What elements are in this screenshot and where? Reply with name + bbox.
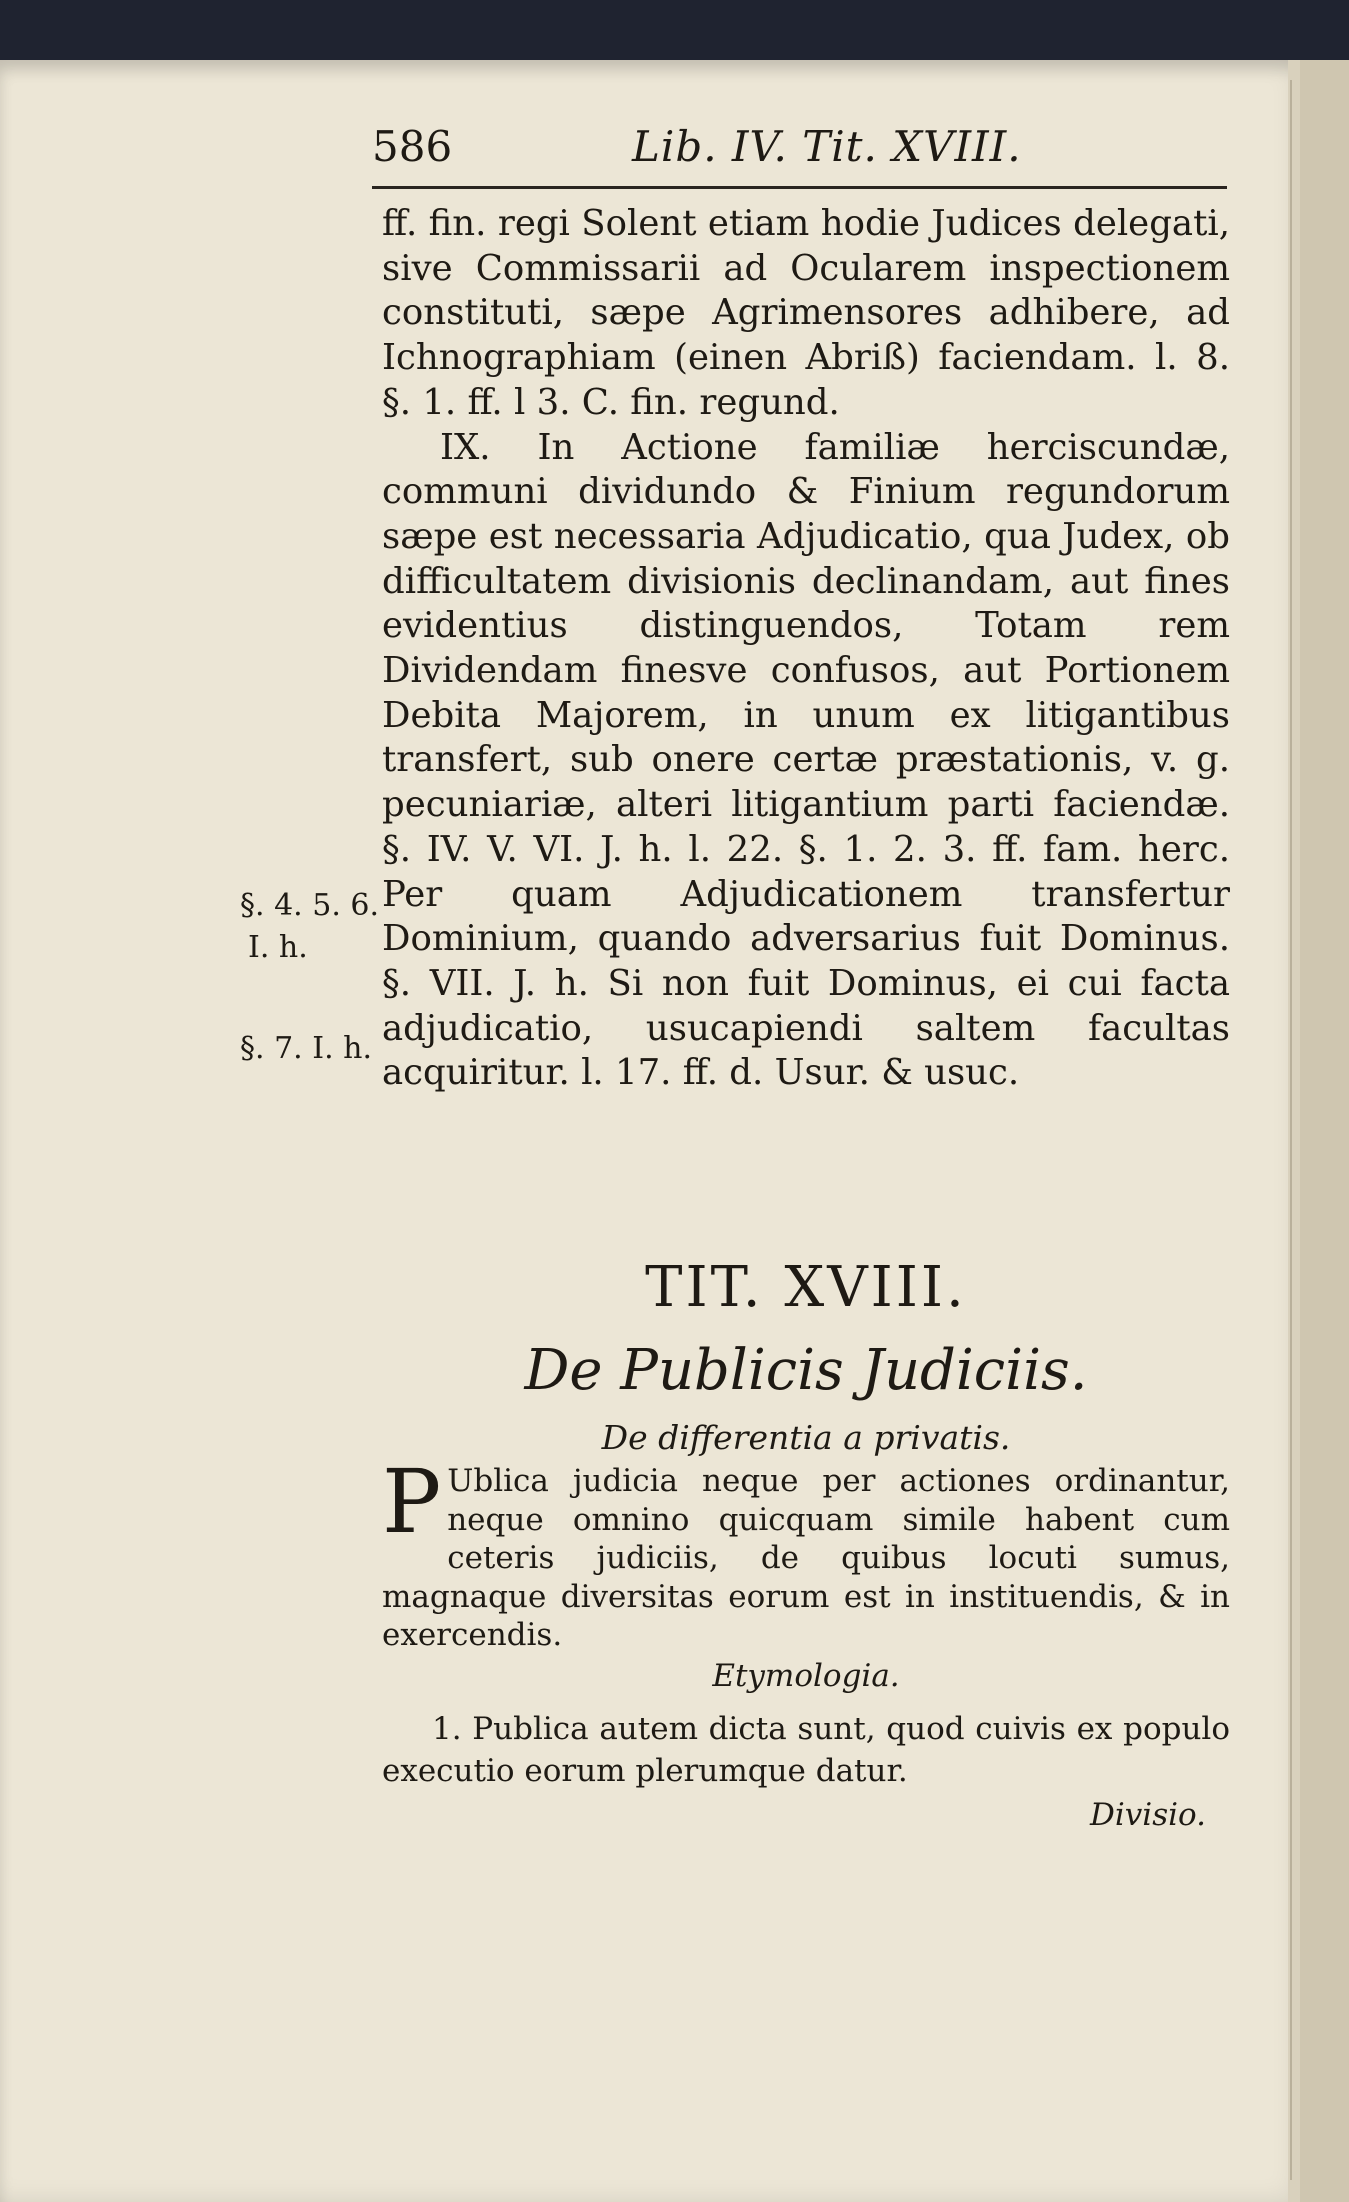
margin-note-2: I. h. xyxy=(248,930,308,965)
subheading-differentia: De differentia a privatis. xyxy=(601,1418,1011,1457)
margin-note-1: §. 4. 5. 6. xyxy=(240,888,380,923)
margin-note-3: §. 7. I. h. xyxy=(240,1031,373,1066)
catchword: Divisio. xyxy=(1090,1797,1206,1833)
section-subtitle: De Publicis Judiciis. xyxy=(524,1338,1088,1403)
running-title: Lib. IV. Tit. XVIII. xyxy=(632,122,1022,171)
paragraph-4: 1. Publica autem dicta sunt, quod cuivis ex populo executio eorum plerumque datur. xyxy=(382,1711,1230,1789)
page-number: 586 xyxy=(372,122,453,171)
paragraph-3: Ublica judicia neque per actiones ordinantur, neque omnino quicquam simile habent cum ceteris judiciis, de quibus locuti sumus, magnaque diversitas eorum est in instituendis, & in exercendis. xyxy=(382,1463,1230,1653)
main-text-block xyxy=(382,202,1230,1096)
paragraph-etymologia-block xyxy=(382,1708,1230,1792)
drop-cap: P xyxy=(382,1450,442,1553)
paragraph-2: IX. In Actione familiæ herciscundæ, communi dividundo & Finium regundorum sæpe est necessaria Adjudicatio, qua Judex, ob difficultatem divisionis declinandam, aut fines evidentius distinguendos, Totam rem Dividendam finesve confusos, aut Portionem Debita Majorem, in unum ex litigantibus transfert, sub onere certæ præstationis, v. g. pecuniariæ, alteri litigantium parti faciendæ. §. IV. V. VI. J. h. l. 22. §. 1. 2. 3. ff. fam. herc. Per quam Adjudicationem transfertur Dominium, quando adversarius fuit Dominus. §. VII. J. h. Si non fuit Dominus, ei cui facta adjudicatio, usucapiendi saltem facultas acquiritur. l. 17. ff. d. Usur. & usuc. xyxy=(382,426,1230,1094)
subheading-etymologia: Etymologia. xyxy=(712,1658,900,1694)
page-edge-shadow xyxy=(1300,60,1349,2202)
paragraph-1: ff. fin. regi Solent etiam hodie Judices delegati, sive Commissarii ad Ocularem inspectionem constituti, sæpe Agrimensores adhibere, ad Ichnographiam (einen Abriß) faciendam. l. 8. §. 1. ff. l 3. C. fin. regund. xyxy=(382,203,1230,423)
paragraph-publica-block xyxy=(382,1450,1230,1655)
header-rule xyxy=(372,186,1227,189)
section-title: TIT. XVIII. xyxy=(645,1255,967,1320)
page-fold-line xyxy=(1290,80,1292,2180)
